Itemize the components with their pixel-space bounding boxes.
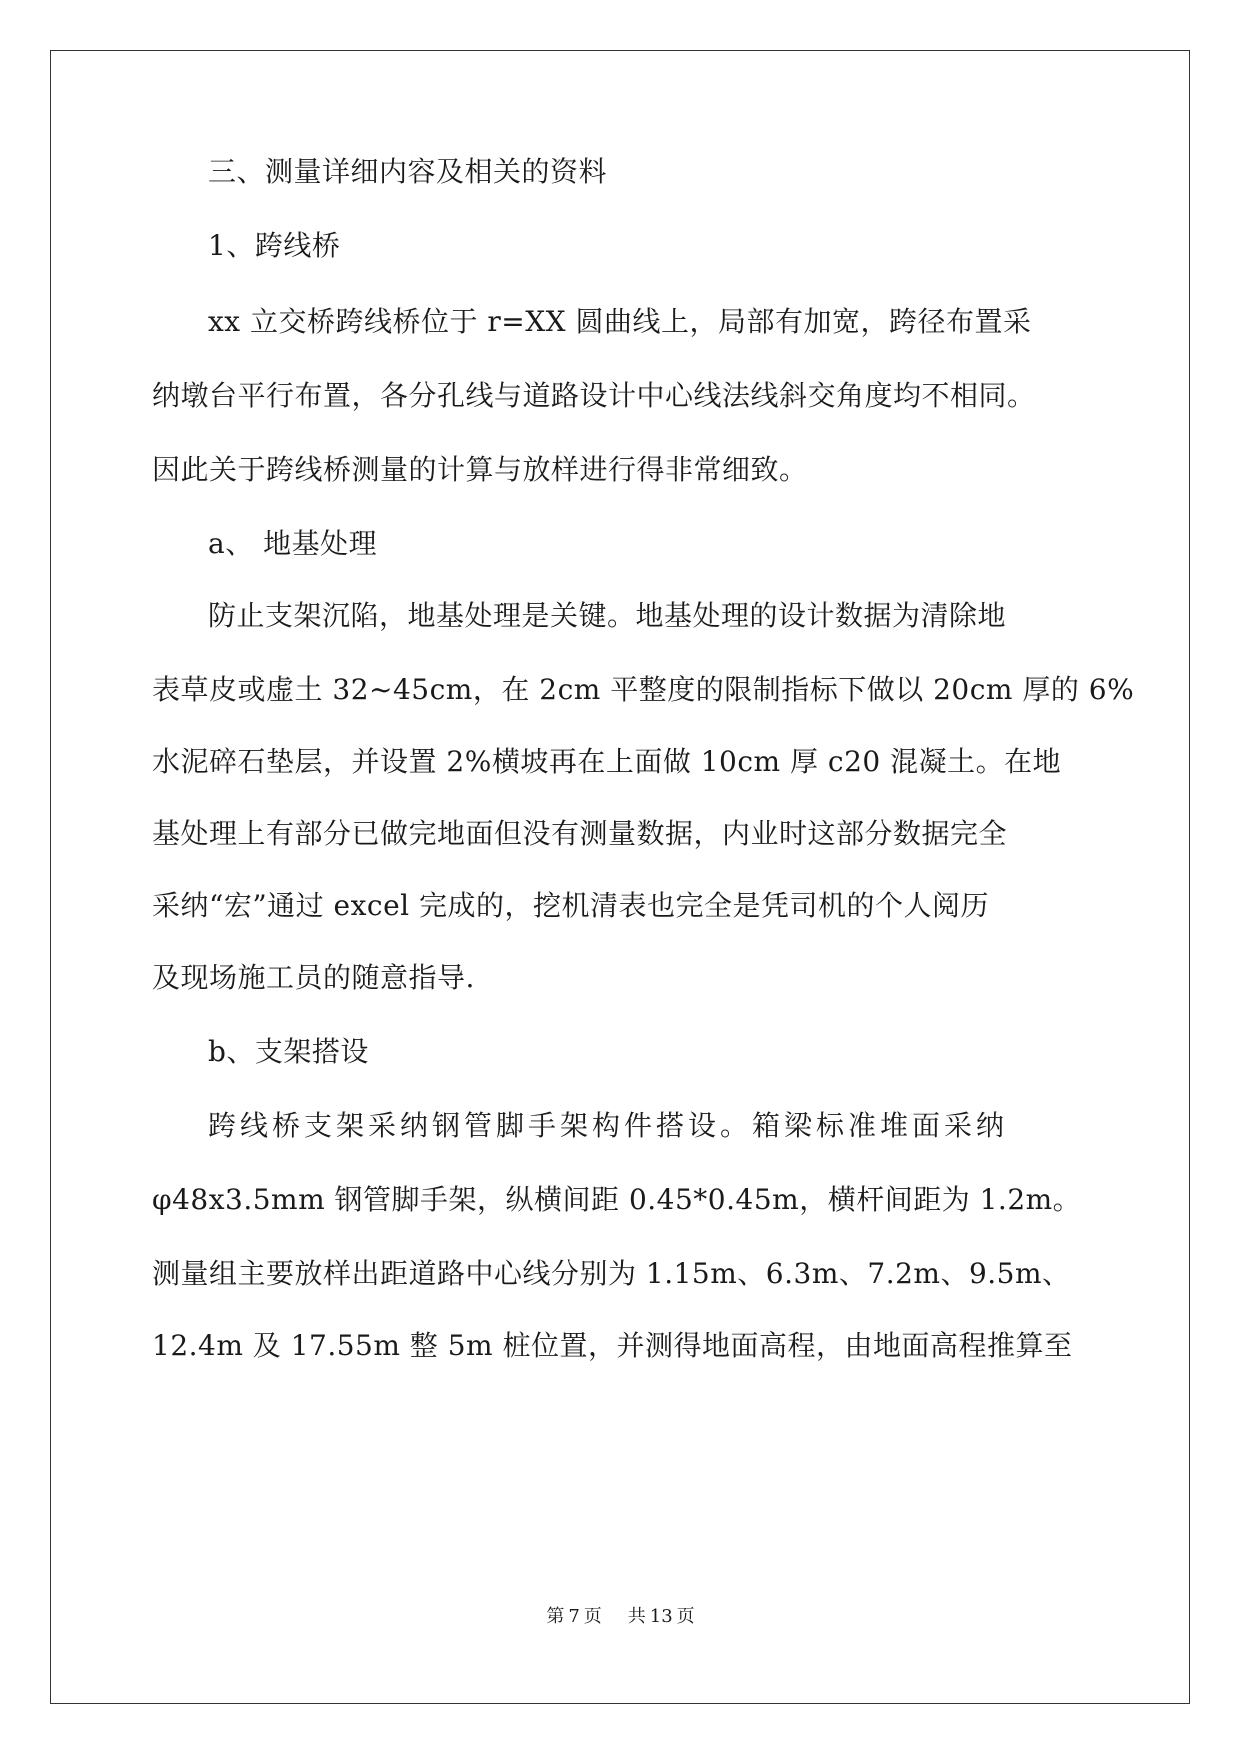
paragraph-line: φ48x3.5mm 钢管脚手架，纵横间距 0.45*0.45m，横杆间距为 1.2m。 (152, 1183, 1082, 1216)
item-heading: a、 地基处理 (208, 527, 378, 560)
paragraph-line: 基处理上有部分已做完地面但没有测量数据，内业时这部分数据完全 (152, 817, 1008, 850)
paragraph-line: 因此关于跨线桥测量的计算与放样进行得非常细致。 (152, 453, 808, 486)
paragraph-line: 水泥碎石垫层，并设置 2%横坡再在上面做 10cm 厚 c20 混凝土。在地 (152, 745, 1062, 778)
total-unit: 页 (676, 1606, 695, 1627)
paragraph-line: 及现场施工员的随意指导. (152, 961, 475, 994)
paragraph-line: xx 立交桥跨线桥位于 r=XX 圆曲线上，局部有加宽，跨径布置采 (208, 305, 1032, 338)
subsection-heading: 1、跨线桥 (208, 229, 341, 262)
section-heading: 三、测量详细内容及相关的资料 (208, 155, 608, 188)
page-footer (0, 1605, 1241, 1629)
page-current: 7 (568, 1606, 580, 1627)
paragraph-line: 表草皮或虚土 32~45cm，在 2cm 平整度的限制指标下做以 20cm 厚的 6% (152, 673, 1135, 706)
paragraph-line: 纳墩台平行布置，各分孔线与道路设计中心线法线斜交角度均不相同。 (152, 379, 1036, 412)
paragraph-line: 跨线桥支架采纳钢管脚手架构件搭设。箱梁标准堆面采纳 (208, 1109, 1009, 1142)
item-heading: b、支架搭设 (208, 1035, 369, 1068)
page-label: 第 (546, 1606, 565, 1627)
paragraph-line: 采纳“宏”通过 excel 完成的，挖机清表也完全是凭司机的个人阅历 (152, 889, 990, 922)
page-border (50, 50, 1190, 1704)
page-unit: 页 (583, 1606, 602, 1627)
paragraph-line: 测量组主要放样出距道路中心线分别为 1.15m、6.3m、7.2m、9.5m、 (152, 1257, 1071, 1290)
page-total: 13 (649, 1606, 673, 1627)
paragraph-line: 防止支架沉陷，地基处理是关键。地基处理的设计数据为清除地 (208, 599, 1007, 632)
total-label: 共 (627, 1606, 646, 1627)
paragraph-line: 12.4m 及 17.55m 整 5m 桩位置，并测得地面高程，由地面高程推算至 (152, 1329, 1073, 1362)
